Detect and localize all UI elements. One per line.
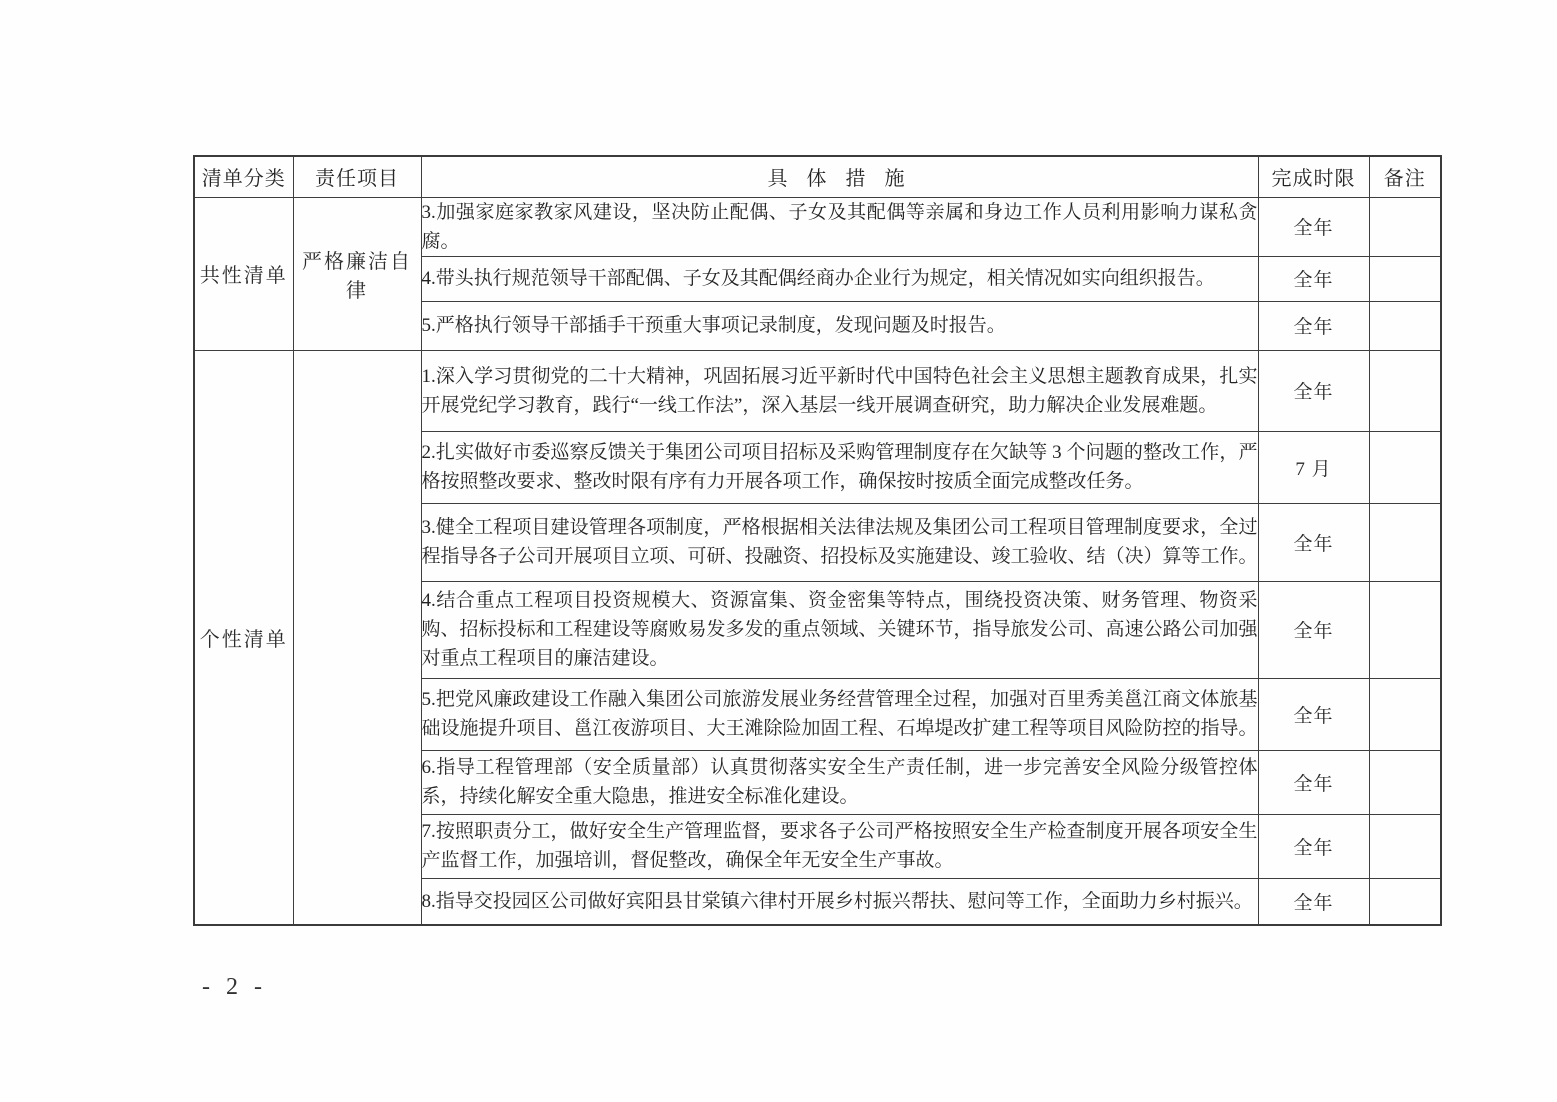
- deadline-cell: 全年: [1258, 678, 1369, 750]
- measure-cell: 6.指导工程管理部（安全质量部）认真贯彻落实安全生产责任制，进一步完善安全风险分级管控体系，持续化解安全重大隐患，推进安全标准化建设。: [421, 750, 1258, 814]
- remark-cell: [1369, 678, 1441, 750]
- project-cell-individual: [293, 350, 421, 925]
- measure-cell: 3.健全工程项目建设管理各项制度，严格根据相关法律法规及集团公司工程项目管理制度要求，全过程指导各子公司开展项目立项、可研、投融资、招投标及实施建设、竣工验收、结（决）算等工作。: [421, 503, 1258, 581]
- measure-cell: 8.指导交投园区公司做好宾阳县甘棠镇六律村开展乡村振兴帮扶、慰问等工作，全面助力乡村振兴。: [421, 878, 1258, 925]
- measure-cell: 7.按照职责分工，做好安全生产管理监督，要求各子公司严格按照安全生产检查制度开展各项安全生产监督工作，加强培训，督促整改，确保全年无安全生产事故。: [421, 814, 1258, 878]
- column-header-category: 清单分类: [194, 156, 293, 197]
- remark-cell: [1369, 301, 1441, 350]
- measure-cell: 5.严格执行领导干部插手干预重大事项记录制度，发现问题及时报告。: [421, 301, 1258, 350]
- category-cell-common: 共性清单: [194, 197, 293, 350]
- remark-cell: [1369, 750, 1441, 814]
- remark-cell: [1369, 431, 1441, 503]
- page-number: - 2 -: [202, 974, 267, 1000]
- measure-cell: 4.结合重点工程项目投资规模大、资源富集、资金密集等特点，围绕投资决策、财务管理、物资采购、招标投标和工程建设等腐败易发多发的重点领域、关键环节，指导旅发公司、高速公路公司加强对重点工程项目的廉洁建设。: [421, 581, 1258, 678]
- deadline-cell: 全年: [1258, 197, 1369, 256]
- measure-cell: 1.深入学习贯彻党的二十大精神，巩固拓展习近平新时代中国特色社会主义思想主题教育成果，扎实开展党纪学习教育，践行“一线工作法”，深入基层一线开展调查研究，助力解决企业发展难题。: [421, 350, 1258, 431]
- remark-cell: [1369, 256, 1441, 301]
- measure-cell: 5.把党风廉政建设工作融入集团公司旅游发展业务经营管理全过程，加强对百里秀美邕江商文体旅基础设施提升项目、邕江夜游项目、大王滩除险加固工程、石埠堤改扩建工程等项目风险防控的指导。: [421, 678, 1258, 750]
- deadline-cell: 全年: [1258, 350, 1369, 431]
- responsibility-table: [193, 155, 1442, 926]
- deadline-cell: 全年: [1258, 814, 1369, 878]
- table-row: [194, 350, 1441, 431]
- deadline-cell: 全年: [1258, 581, 1369, 678]
- measure-cell: 3.加强家庭家教家风建设，坚决防止配偶、子女及其配偶等亲属和身边工作人员利用影响力谋私贪腐。: [421, 197, 1258, 256]
- remark-cell: [1369, 503, 1441, 581]
- remark-cell: [1369, 197, 1441, 256]
- project-cell-common: 严格廉洁自律: [293, 197, 421, 350]
- table-header-row: [194, 156, 1441, 197]
- deadline-cell: 全年: [1258, 256, 1369, 301]
- deadline-cell: 7 月: [1258, 431, 1369, 503]
- measure-cell: 2.扎实做好市委巡察反馈关于集团公司项目招标及采购管理制度存在欠缺等 3 个问题的整改工作，严格按照整改要求、整改时限有序有力开展各项工作，确保按时按质全面完成整改任务。: [421, 431, 1258, 503]
- deadline-cell: 全年: [1258, 301, 1369, 350]
- remark-cell: [1369, 350, 1441, 431]
- column-header-measures: 具 体 措 施: [421, 156, 1258, 197]
- column-header-project: 责任项目: [293, 156, 421, 197]
- table-row: [194, 197, 1441, 256]
- remark-cell: [1369, 581, 1441, 678]
- column-header-deadline: 完成时限: [1258, 156, 1369, 197]
- column-header-remark: 备注: [1369, 156, 1441, 197]
- remark-cell: [1369, 814, 1441, 878]
- deadline-cell: 全年: [1258, 503, 1369, 581]
- remark-cell: [1369, 878, 1441, 925]
- measure-cell: 4.带头执行规范领导干部配偶、子女及其配偶经商办企业行为规定，相关情况如实向组织报告。: [421, 256, 1258, 301]
- category-cell-individual: 个性清单: [194, 350, 293, 925]
- deadline-cell: 全年: [1258, 878, 1369, 925]
- deadline-cell: 全年: [1258, 750, 1369, 814]
